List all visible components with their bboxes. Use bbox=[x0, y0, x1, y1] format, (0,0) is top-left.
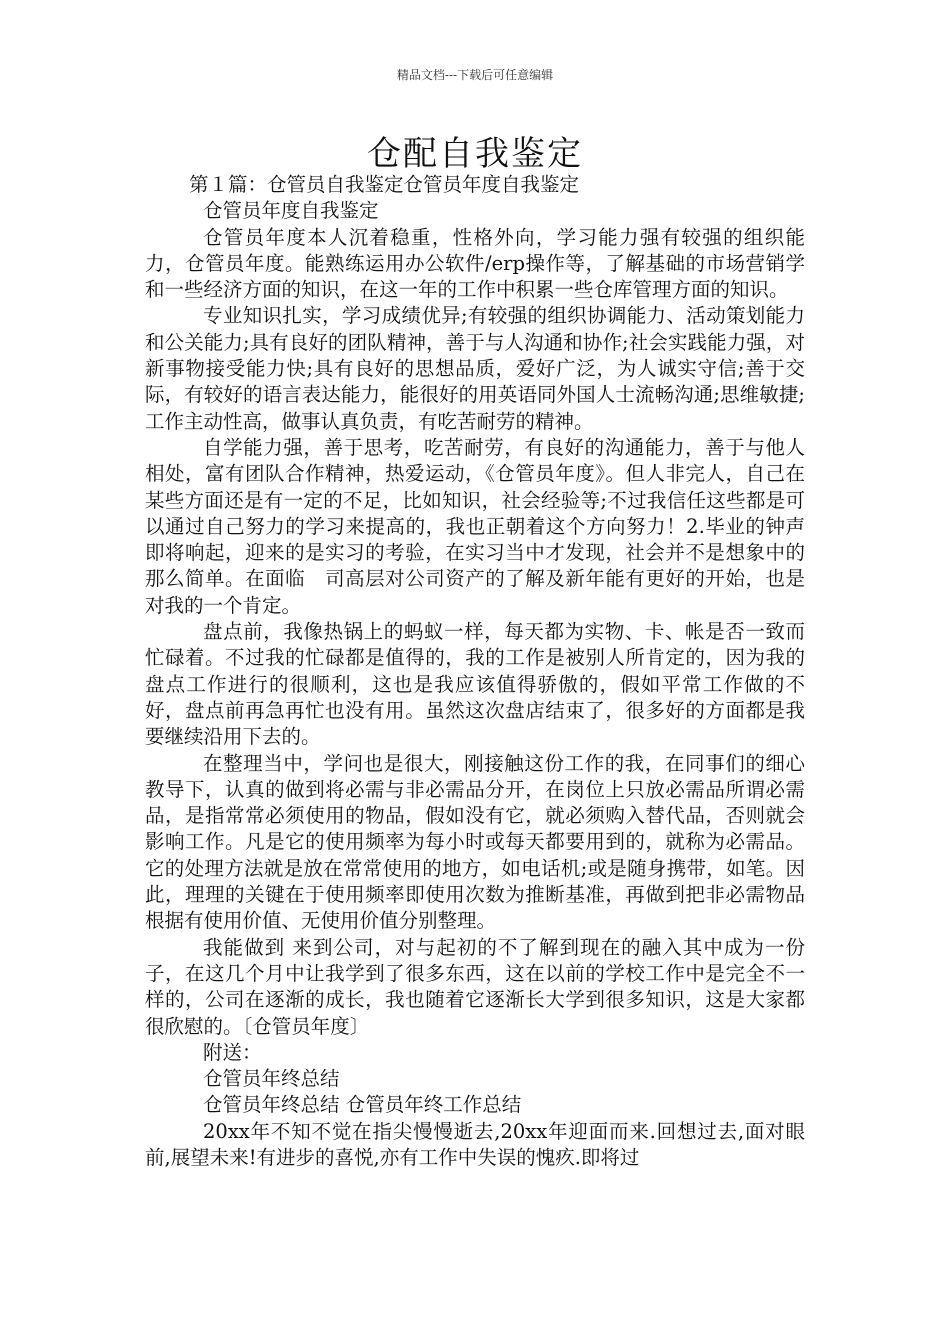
document-title: 仓配自我鉴定 bbox=[367, 134, 583, 174]
appendix-title: 仓管员年终总结 bbox=[203, 1067, 340, 1091]
paragraph-1: 仓管员年度本人沉着稳重，性格外向，学习能力强有较强的组织能力，仓管员年度。能熟练运用办公软件/erp操作等，了解基础的市场营销学和一些经济方面的知识，在这一年的工作中积累一些仓库管理方面的知识。 bbox=[145, 225, 805, 302]
appendix-label: 附送： bbox=[203, 1040, 262, 1064]
section-heading: 第１篇：仓管员自我鉴定仓管员年度自我鉴定 bbox=[189, 173, 580, 196]
header-note: 精品文档---下载后可任意编辑 bbox=[396, 68, 554, 82]
paragraph-6: 我能做到 来到公司，对与起初的不了解到现在的融入其中成为一份子，在这几个月中让我学到了很多东西，这在以前的学校工作中是完全不一样的，公司在逐渐的成长，我也随着它逐渐长大学到很多知识，这是大家都很欣慰的。〔仓管员年度〕 bbox=[145, 935, 805, 1038]
appendix-subtitle: 仓管员年终总结 仓管员年终工作总结 bbox=[203, 1093, 522, 1117]
paragraph-2: 专业知识扎实，学习成绩优异;有较强的组织协调能力、活动策划能力和公关能力;具有良好的团队精神，善于与人沟通和协作;社会实践能力强，对新事物接受能力快;具有良好的思想品质，爱好广泛，为人诚实守信;善于交际，有较好的语言表达能力，能很好的用英语同外国人士流畅沟通;思维敏捷;工作主动性高，做事认真负责，有吃苦耐劳的精神。 bbox=[145, 304, 805, 433]
final-paragraph: 20xx年不知不觉在指尖慢慢逝去,20xx年迎面而来.回想过去,面对眼前,展望未来!有进步的喜悦,亦有工作中失误的愧疚.即将过 bbox=[145, 1119, 805, 1169]
paragraph-5: 在整理当中，学问也是很大，刚接触这份工作的我，在同事们的细心教导下，认真的做到将必需与非必需品分开，在岗位上只放必需品所谓必需品，是指常常必须使用的物品，假如没有它，就必须购入替代品，否则就会影响工作。凡是它的使用频率为每小时或每天都要用到的，就称为必需品。它的处理方法就是放在常常使用的地方，如电话机;或是随身携带，如笔。因此，理理的关键在于使用频率即使用次数为推断基准，再做到把非必需物品根据有使用价值、无使用价值分别整理。 bbox=[145, 751, 805, 933]
subheading: 仓管员年度自我鉴定 bbox=[203, 199, 379, 223]
paragraph-3: 自学能力强，善于思考，吃苦耐劳，有良好的沟通能力，善于与他人相处，富有团队合作精神，热爱运动，《仓管员年度》。但人非完人，自己在某些方面还是有一定的不足，比如知识，社会经验等;不过我信任这些都是可以通过自己努力的学习来提高的，我也正朝着这个方向努力！2.毕业的钟声即将响起，迎来的是实习的考验，在实习当中才发现，社会并不是想象中的那么简单。在面临 司高层对公司资产的了解及新年能有更好的开始，也是对我的一个肯定。 bbox=[145, 435, 805, 617]
paragraph-4: 盘点前，我像热锅上的蚂蚁一样，每天都为实物、卡、帐是否一致而忙碌着。不过我的忙碌都是值得的，我的工作是被别人所肯定的，因为我的盘点工作进行的很顺利，这也是我应该值得骄傲的，假如平常工作做的不好，盘点前再急再忙也没有用。虽然这次盘店结束了，很多好的方面都是我要继续沿用下去的。 bbox=[145, 620, 805, 749]
document-body bbox=[145, 172, 805, 1171]
